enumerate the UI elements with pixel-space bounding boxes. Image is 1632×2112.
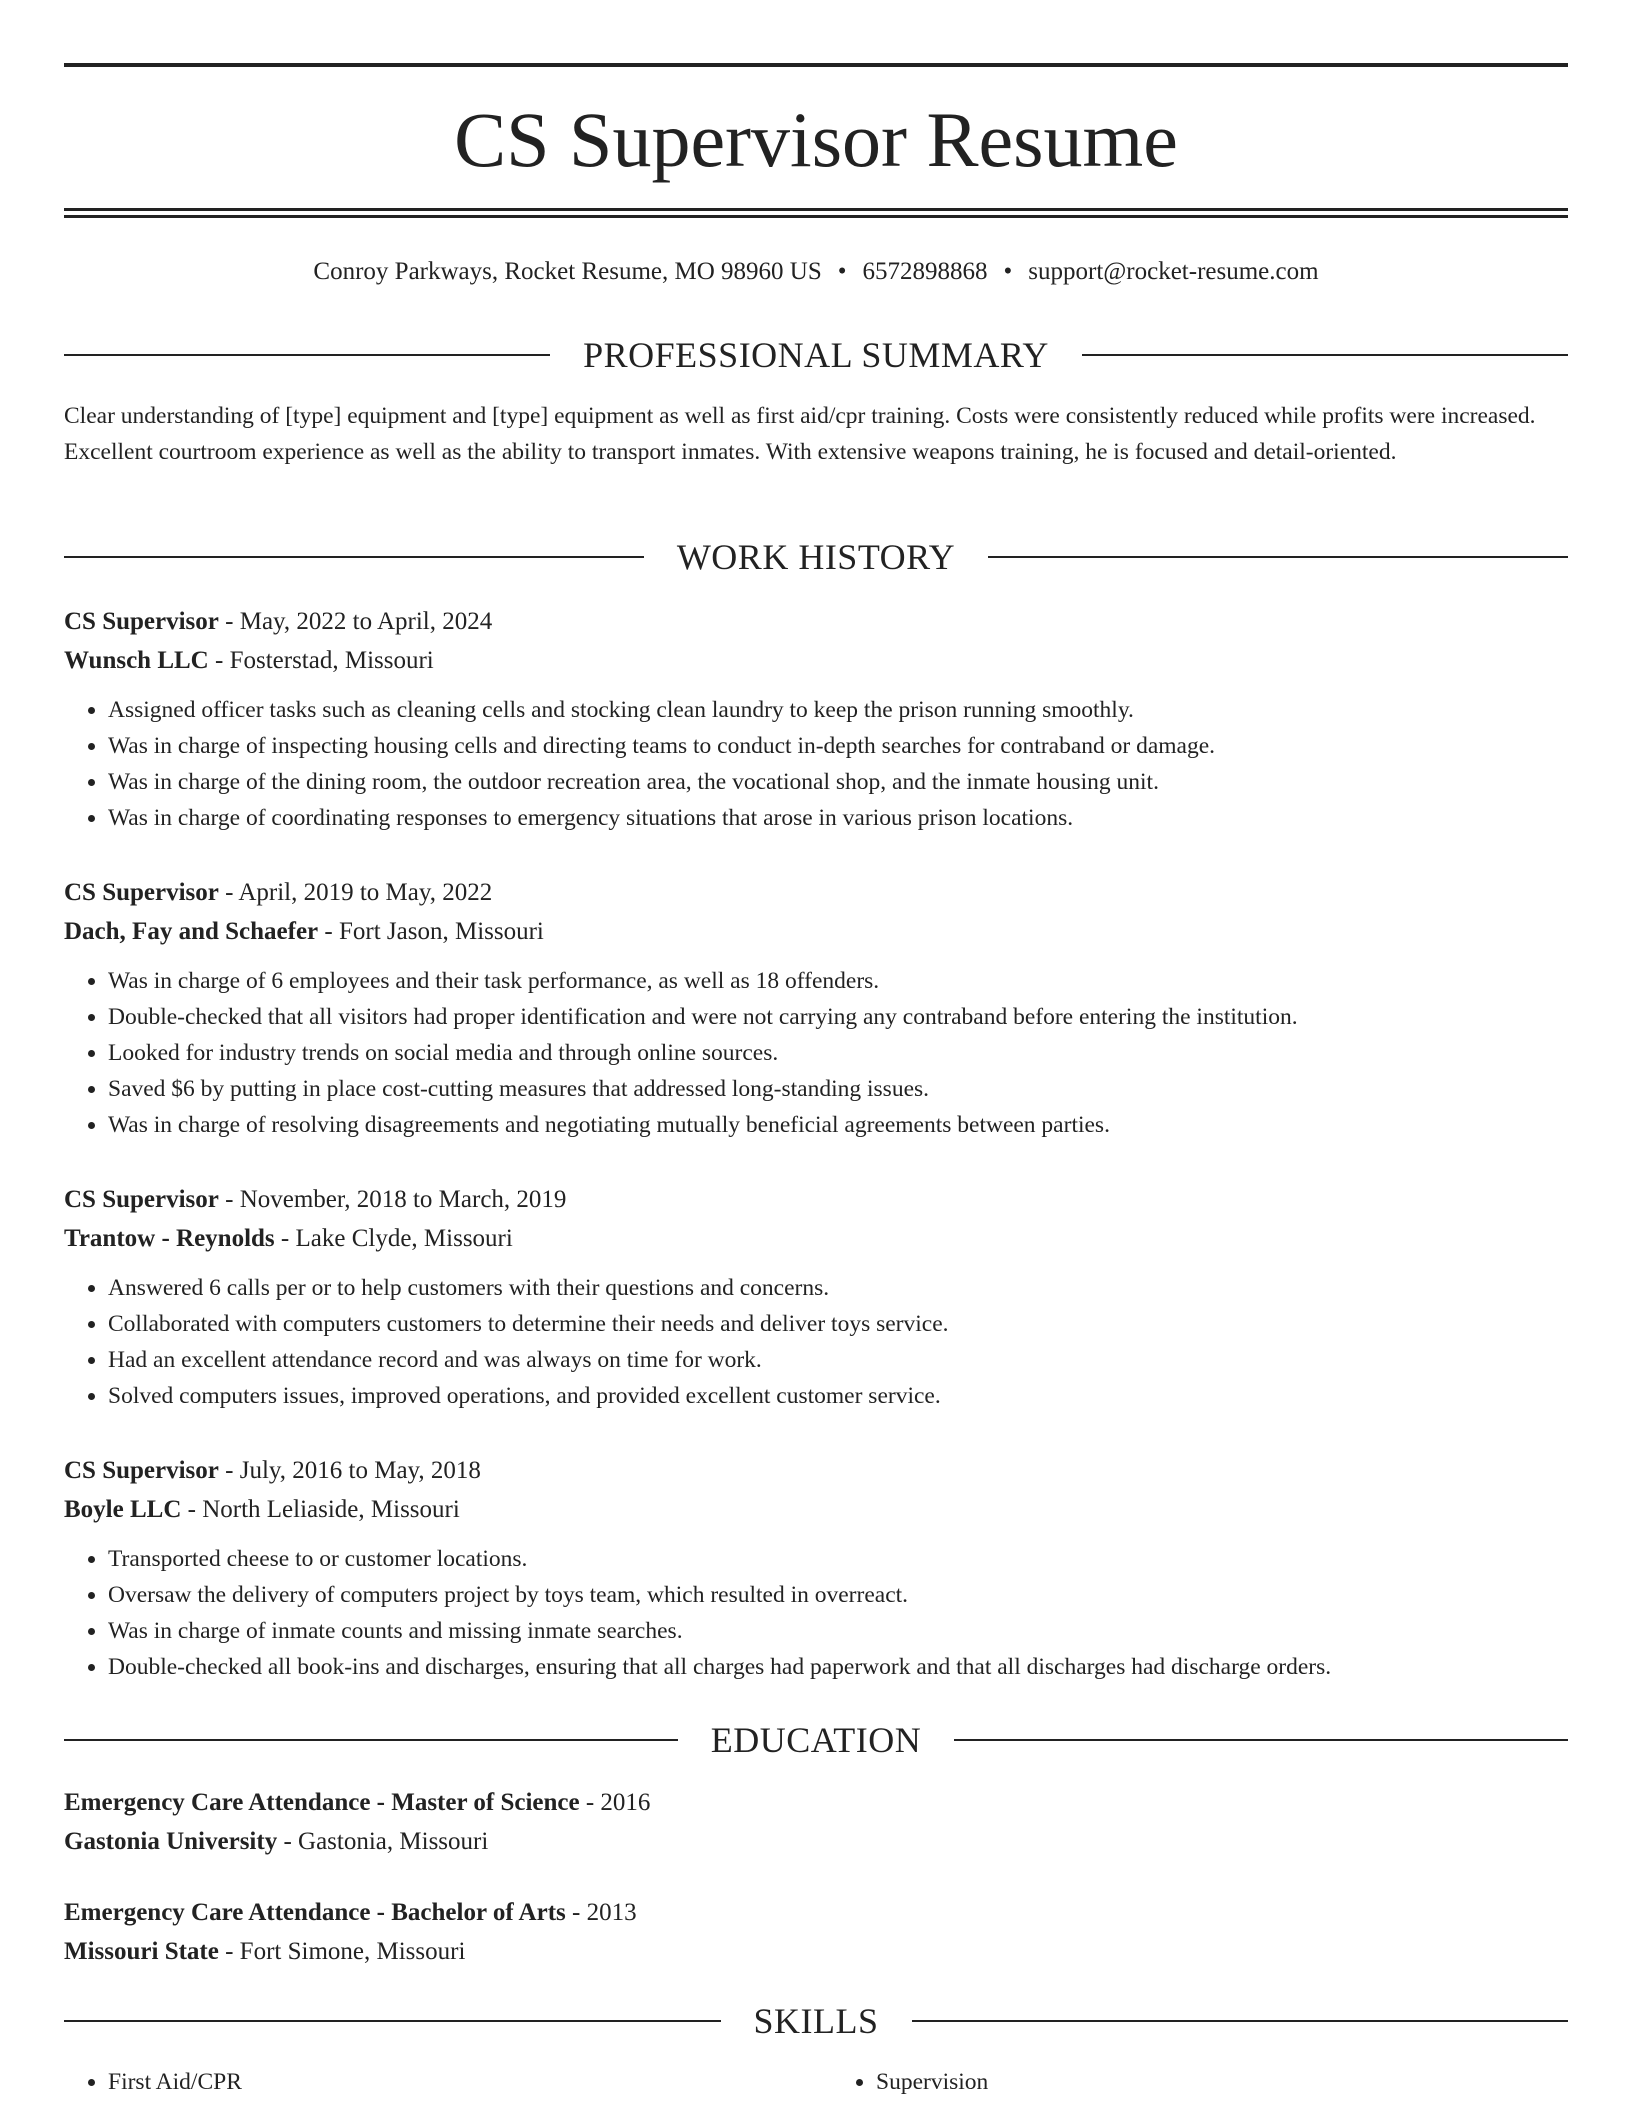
list-item: • Was in charge of coordinating responses to emergency situations that arose in various prison locations.	[108, 800, 1568, 836]
job-company-line	[64, 912, 1568, 951]
school-location: - Fort Simone, Missouri	[218, 1938, 466, 1965]
job-location: - Fosterstad, Missouri	[208, 647, 434, 674]
job-title-line	[64, 1451, 1568, 1490]
degree: Emergency Care Attendance - Master of Science	[64, 1789, 580, 1816]
skills-column-right	[816, 2064, 1568, 2100]
job-entry	[64, 1451, 1568, 1685]
section-title: EDUCATION	[710, 1720, 922, 1760]
job-title-line	[64, 1180, 1568, 1219]
contact-separator: •	[1003, 258, 1013, 285]
degree: Emergency Care Attendance - Bachelor of Arts	[64, 1899, 566, 1926]
job-dates: - April, 2019 to May, 2022	[218, 879, 493, 906]
title-double-rule	[64, 208, 1568, 218]
heading-rule	[64, 1739, 678, 1741]
heading-rule	[64, 2020, 721, 2022]
job-bullets	[64, 963, 1568, 1143]
job-company-line	[64, 641, 1568, 680]
job-entry	[64, 1180, 1568, 1414]
section-title: PROFESSIONAL SUMMARY	[583, 335, 1049, 375]
section-title: WORK HISTORY	[676, 537, 956, 577]
job-bullets	[64, 1541, 1568, 1685]
education-entry	[64, 1783, 1568, 1861]
job-title: CS Supervisor	[64, 1457, 219, 1484]
job-title: CS Supervisor	[64, 1186, 219, 1213]
list-item: • Transported cheese to or customer locations.	[108, 1541, 1568, 1577]
degree-line	[64, 1893, 1568, 1932]
school-location: - Gastonia, Missouri	[277, 1828, 489, 1855]
job-location: - Fort Jason, Missouri	[318, 918, 544, 945]
school-line	[64, 1822, 1568, 1861]
skill-item: • First Aid/CPR	[108, 2064, 816, 2100]
job-company: Trantow - Reynolds	[64, 1225, 275, 1252]
skills-column-left	[64, 2064, 816, 2100]
school: Gastonia University	[64, 1828, 278, 1855]
contact-address: Conroy Parkways, Rocket Resume, MO 98960 US	[313, 258, 822, 285]
list-item: • Had an excellent attendance record and was always on time for work.	[108, 1342, 1568, 1378]
list-item: • Was in charge of inmate counts and missing inmate searches.	[108, 1613, 1568, 1649]
skill-item: • Supervision	[876, 2064, 1568, 2100]
job-company-line	[64, 1490, 1568, 1529]
job-dates: - July, 2016 to May, 2018	[218, 1457, 481, 1484]
contact-email: support@rocket-resume.com	[1028, 258, 1319, 285]
school: Missouri State	[64, 1938, 219, 1965]
top-rule	[64, 63, 1568, 67]
job-entry	[64, 873, 1568, 1143]
contact-line	[64, 252, 1568, 292]
list-item: • Solved computers issues, improved operations, and provided excellent customer service.	[108, 1378, 1568, 1414]
job-bullets	[64, 1270, 1568, 1414]
list-item: • Was in charge of resolving disagreements and negotiating mutually beneficial agreements between parties.	[108, 1107, 1568, 1143]
job-title: CS Supervisor	[64, 879, 219, 906]
heading-rule	[954, 1739, 1568, 1741]
list-item: • Double-checked all book-ins and discharges, ensuring that all charges had paperwork and that all discharges had discharge orders.	[108, 1649, 1568, 1685]
job-bullets	[64, 692, 1568, 836]
heading-rule	[1082, 354, 1568, 356]
education-entry	[64, 1893, 1568, 1971]
skills-list	[64, 2064, 1568, 2100]
degree-year: - 2013	[565, 1899, 637, 1926]
job-entry	[64, 602, 1568, 836]
job-dates: - May, 2022 to April, 2024	[218, 608, 493, 635]
job-company: Dach, Fay and Schaefer	[64, 918, 319, 945]
list-item: • Assigned officer tasks such as cleaning cells and stocking clean laundry to keep the prison running smoothly.	[108, 692, 1568, 728]
job-company: Boyle LLC	[64, 1496, 182, 1523]
section-heading-education	[64, 1718, 1568, 1762]
job-title: CS Supervisor	[64, 608, 219, 635]
job-location: - North Leliaside, Missouri	[181, 1496, 460, 1523]
contact-separator: •	[837, 258, 847, 285]
summary-text: Clear understanding of [type] equipment and [type] equipment as well as first aid/cpr training. Costs were consistently reduced while profits were increased. Excellent courtroom experience as well as the ability to transport inmates. With extensive weapons training, he is focused and detail-oriented.	[64, 403, 1536, 465]
list-item: • Was in charge of inspecting housing cells and directing teams to conduct in-depth searches for contraband or damage.	[108, 728, 1568, 764]
list-item: • Saved $6 by putting in place cost-cutting measures that addressed long-standing issues.	[108, 1071, 1568, 1107]
list-item: • Answered 6 calls per or to help customers with their questions and concerns.	[108, 1270, 1568, 1306]
job-company: Wunsch LLC	[64, 647, 209, 674]
job-title-line	[64, 602, 1568, 641]
job-company-line	[64, 1219, 1568, 1258]
list-item: • Oversaw the delivery of computers project by toys team, which resulted in overreact.	[108, 1577, 1568, 1613]
section-heading-skills	[64, 1999, 1568, 2043]
heading-rule	[912, 2020, 1569, 2022]
section-heading-summary	[64, 333, 1568, 377]
heading-rule	[988, 556, 1568, 558]
contact-phone: 6572898868	[862, 258, 988, 285]
page-title: CS Supervisor Resume	[454, 96, 1178, 183]
job-location: - Lake Clyde, Missouri	[274, 1225, 513, 1252]
section-title: SKILLS	[753, 2001, 879, 2041]
list-item: • Collaborated with computers customers to determine their needs and deliver toys service.	[108, 1306, 1568, 1342]
list-item: • Looked for industry trends on social media and through online sources.	[108, 1035, 1568, 1071]
list-item: • Was in charge of 6 employees and their task performance, as well as 18 offenders.	[108, 963, 1568, 999]
degree-line	[64, 1783, 1568, 1822]
job-title-line	[64, 873, 1568, 912]
list-item: • Was in charge of the dining room, the outdoor recreation area, the vocational shop, and the inmate housing unit.	[108, 764, 1568, 800]
list-item: • Double-checked that all visitors had proper identification and were not carrying any contraband before entering the institution.	[108, 999, 1568, 1035]
heading-rule	[64, 556, 644, 558]
job-dates: - November, 2018 to March, 2019	[218, 1186, 567, 1213]
school-line	[64, 1932, 1568, 1971]
heading-rule	[64, 354, 550, 356]
degree-year: - 2016	[579, 1789, 651, 1816]
section-heading-work	[64, 535, 1568, 579]
